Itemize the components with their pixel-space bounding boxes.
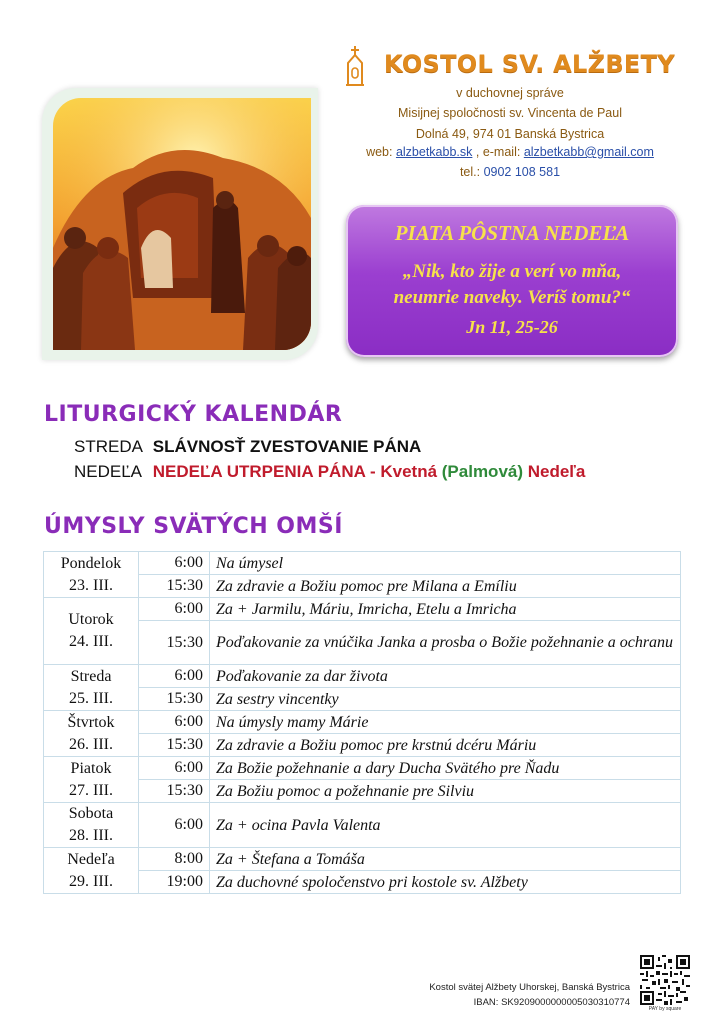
day-cell <box>44 848 139 894</box>
intent-cell: Poďakovanie za vnúčika Janka a prosba o Božie požehnanie a ochranu <box>210 621 681 665</box>
tel-label: tel.: <box>459 165 481 179</box>
time-cell: 19:00 <box>139 871 210 894</box>
intent-cell: Za sestry vincentky <box>210 688 681 711</box>
table-row <box>44 848 681 871</box>
calendar-feast-part-3: Nedeľa <box>523 462 586 481</box>
day-name: Utorok <box>68 611 114 628</box>
header-subtitle-2: Misijnej spoločnosti sv. Vincenta de Paul <box>398 106 622 120</box>
intent-cell: Za zdravie a Božiu pomoc pre krstnú dcéru Máriu <box>210 734 681 757</box>
email-label: , e-mail: <box>475 145 521 159</box>
table-row <box>44 780 681 803</box>
time-cell: 15:30 <box>139 621 210 665</box>
day-date: 25. III. <box>69 689 113 707</box>
day-cell <box>44 598 139 665</box>
intent-cell: Na úmysel <box>210 552 681 575</box>
footer-iban: IBAN: SK9209000000005030310774 <box>473 997 630 1008</box>
time-cell: 15:30 <box>139 688 210 711</box>
time-cell: 8:00 <box>139 848 210 871</box>
email-link[interactable]: alzbetkabb@gmail.com <box>523 145 654 159</box>
table-row <box>44 688 681 711</box>
table-row <box>44 598 681 621</box>
gospel-quote-line-1: „Nik, kto žije a verí vo mňa, <box>402 261 622 282</box>
gospel-reference: Jn 11, 25-26 <box>466 317 558 337</box>
intent-cell: Za + ocina Pavla Valenta <box>210 803 681 848</box>
time-cell: 15:30 <box>139 575 210 598</box>
qr-code-icon[interactable] <box>640 955 690 1005</box>
intent-cell: Poďakovanie za dar života <box>210 665 681 688</box>
tel-number: 0902 108 581 <box>483 165 561 179</box>
lazarus-illustration <box>53 98 311 350</box>
table-row <box>44 803 681 848</box>
time-cell: 6:00 <box>139 598 210 621</box>
intent-cell: Na úmysly mamy Márie <box>210 711 681 734</box>
intent-cell: Za Božie požehnanie a dary Ducha Svätého pre Ňadu <box>210 757 681 780</box>
intent-cell: Za + Štefana a Tomáša <box>210 848 681 871</box>
day-date: 26. III. <box>69 735 113 753</box>
intent-cell: Za duchovné spoločenstvo pri kostole sv. Alžbety <box>210 871 681 894</box>
day-date: 29. III. <box>69 872 113 890</box>
table-row <box>44 621 681 665</box>
day-name: Nedeľa <box>67 850 115 868</box>
calendar-day: NEDEĽA <box>74 462 143 481</box>
gospel-box <box>346 205 678 357</box>
gospel-quote <box>346 259 678 311</box>
day-name: Sobota <box>68 805 114 822</box>
time-cell: 6:00 <box>139 757 210 780</box>
header-phone <box>340 165 680 179</box>
time-cell: 6:00 <box>139 665 210 688</box>
time-cell: 6:00 <box>139 803 210 848</box>
church-name: KOSTOL SV. ALŽBETY <box>384 50 675 78</box>
calendar-row <box>74 462 585 482</box>
calendar-heading: LITURGICKÝ KALENDÁR <box>44 402 343 427</box>
time-cell: 15:30 <box>139 780 210 803</box>
day-name: Piatok <box>70 759 112 777</box>
qr-caption: PAY by square <box>648 1006 682 1012</box>
day-cell <box>44 803 139 848</box>
day-cell <box>44 711 139 757</box>
time-cell: 6:00 <box>139 552 210 575</box>
day-cell <box>44 665 139 711</box>
calendar-feast-part-2: (Palmová) <box>441 462 524 481</box>
header-address: Dolná 49, 974 01 Banská Bystrica <box>415 127 605 141</box>
table-row <box>44 871 681 894</box>
calendar-feast-part-1: NEDEĽA UTRPENIA PÁNA - Kvetná <box>152 462 442 481</box>
day-date: 27. III. <box>69 781 113 799</box>
day-cell <box>44 757 139 803</box>
day-name: Štvrtok <box>67 713 115 731</box>
day-cell <box>44 552 139 598</box>
calendar-feast: SLÁVNOSŤ ZVESTOVANIE PÁNA <box>152 437 422 456</box>
day-date: 24. III. <box>69 633 113 650</box>
table-row <box>44 575 681 598</box>
church-icon <box>344 46 366 86</box>
intent-cell: Za zdravie a Božiu pomoc pre Milana a Emíliu <box>210 575 681 598</box>
table-row <box>44 757 681 780</box>
mass-table <box>43 551 681 894</box>
table-row <box>44 734 681 757</box>
calendar-day: STREDA <box>74 437 143 456</box>
header-subtitle-1: v duchovnej správe <box>456 86 564 100</box>
day-date: 23. III. <box>69 576 113 594</box>
header-contacts <box>340 145 680 159</box>
table-row <box>44 665 681 688</box>
intent-cell: Za + Jarmilu, Máriu, Imricha, Etelu a Imricha <box>210 598 681 621</box>
time-cell: 6:00 <box>139 711 210 734</box>
day-date: 28. III. <box>69 827 113 844</box>
web-link[interactable]: alzbetkabb.sk <box>395 145 473 159</box>
web-label: web: <box>366 145 393 159</box>
time-cell: 15:30 <box>139 734 210 757</box>
table-row <box>44 711 681 734</box>
day-name: Pondelok <box>60 554 122 572</box>
footer-church: Kostol svätej Alžbety Uhorskej, Banská Bystrica <box>429 982 630 993</box>
gospel-title: PIATA PÔSTNA NEDEĽA <box>394 221 630 245</box>
calendar-row <box>74 437 421 457</box>
masses-heading: ÚMYSLY SVÄTÝCH OMŠÍ <box>44 514 343 539</box>
intent-cell: Za Božiu pomoc a požehnanie pre Silviu <box>210 780 681 803</box>
day-name: Streda <box>70 667 112 685</box>
gospel-quote-line-2: neumrie naveky. Veríš tomu?“ <box>393 287 631 308</box>
table-row <box>44 552 681 575</box>
